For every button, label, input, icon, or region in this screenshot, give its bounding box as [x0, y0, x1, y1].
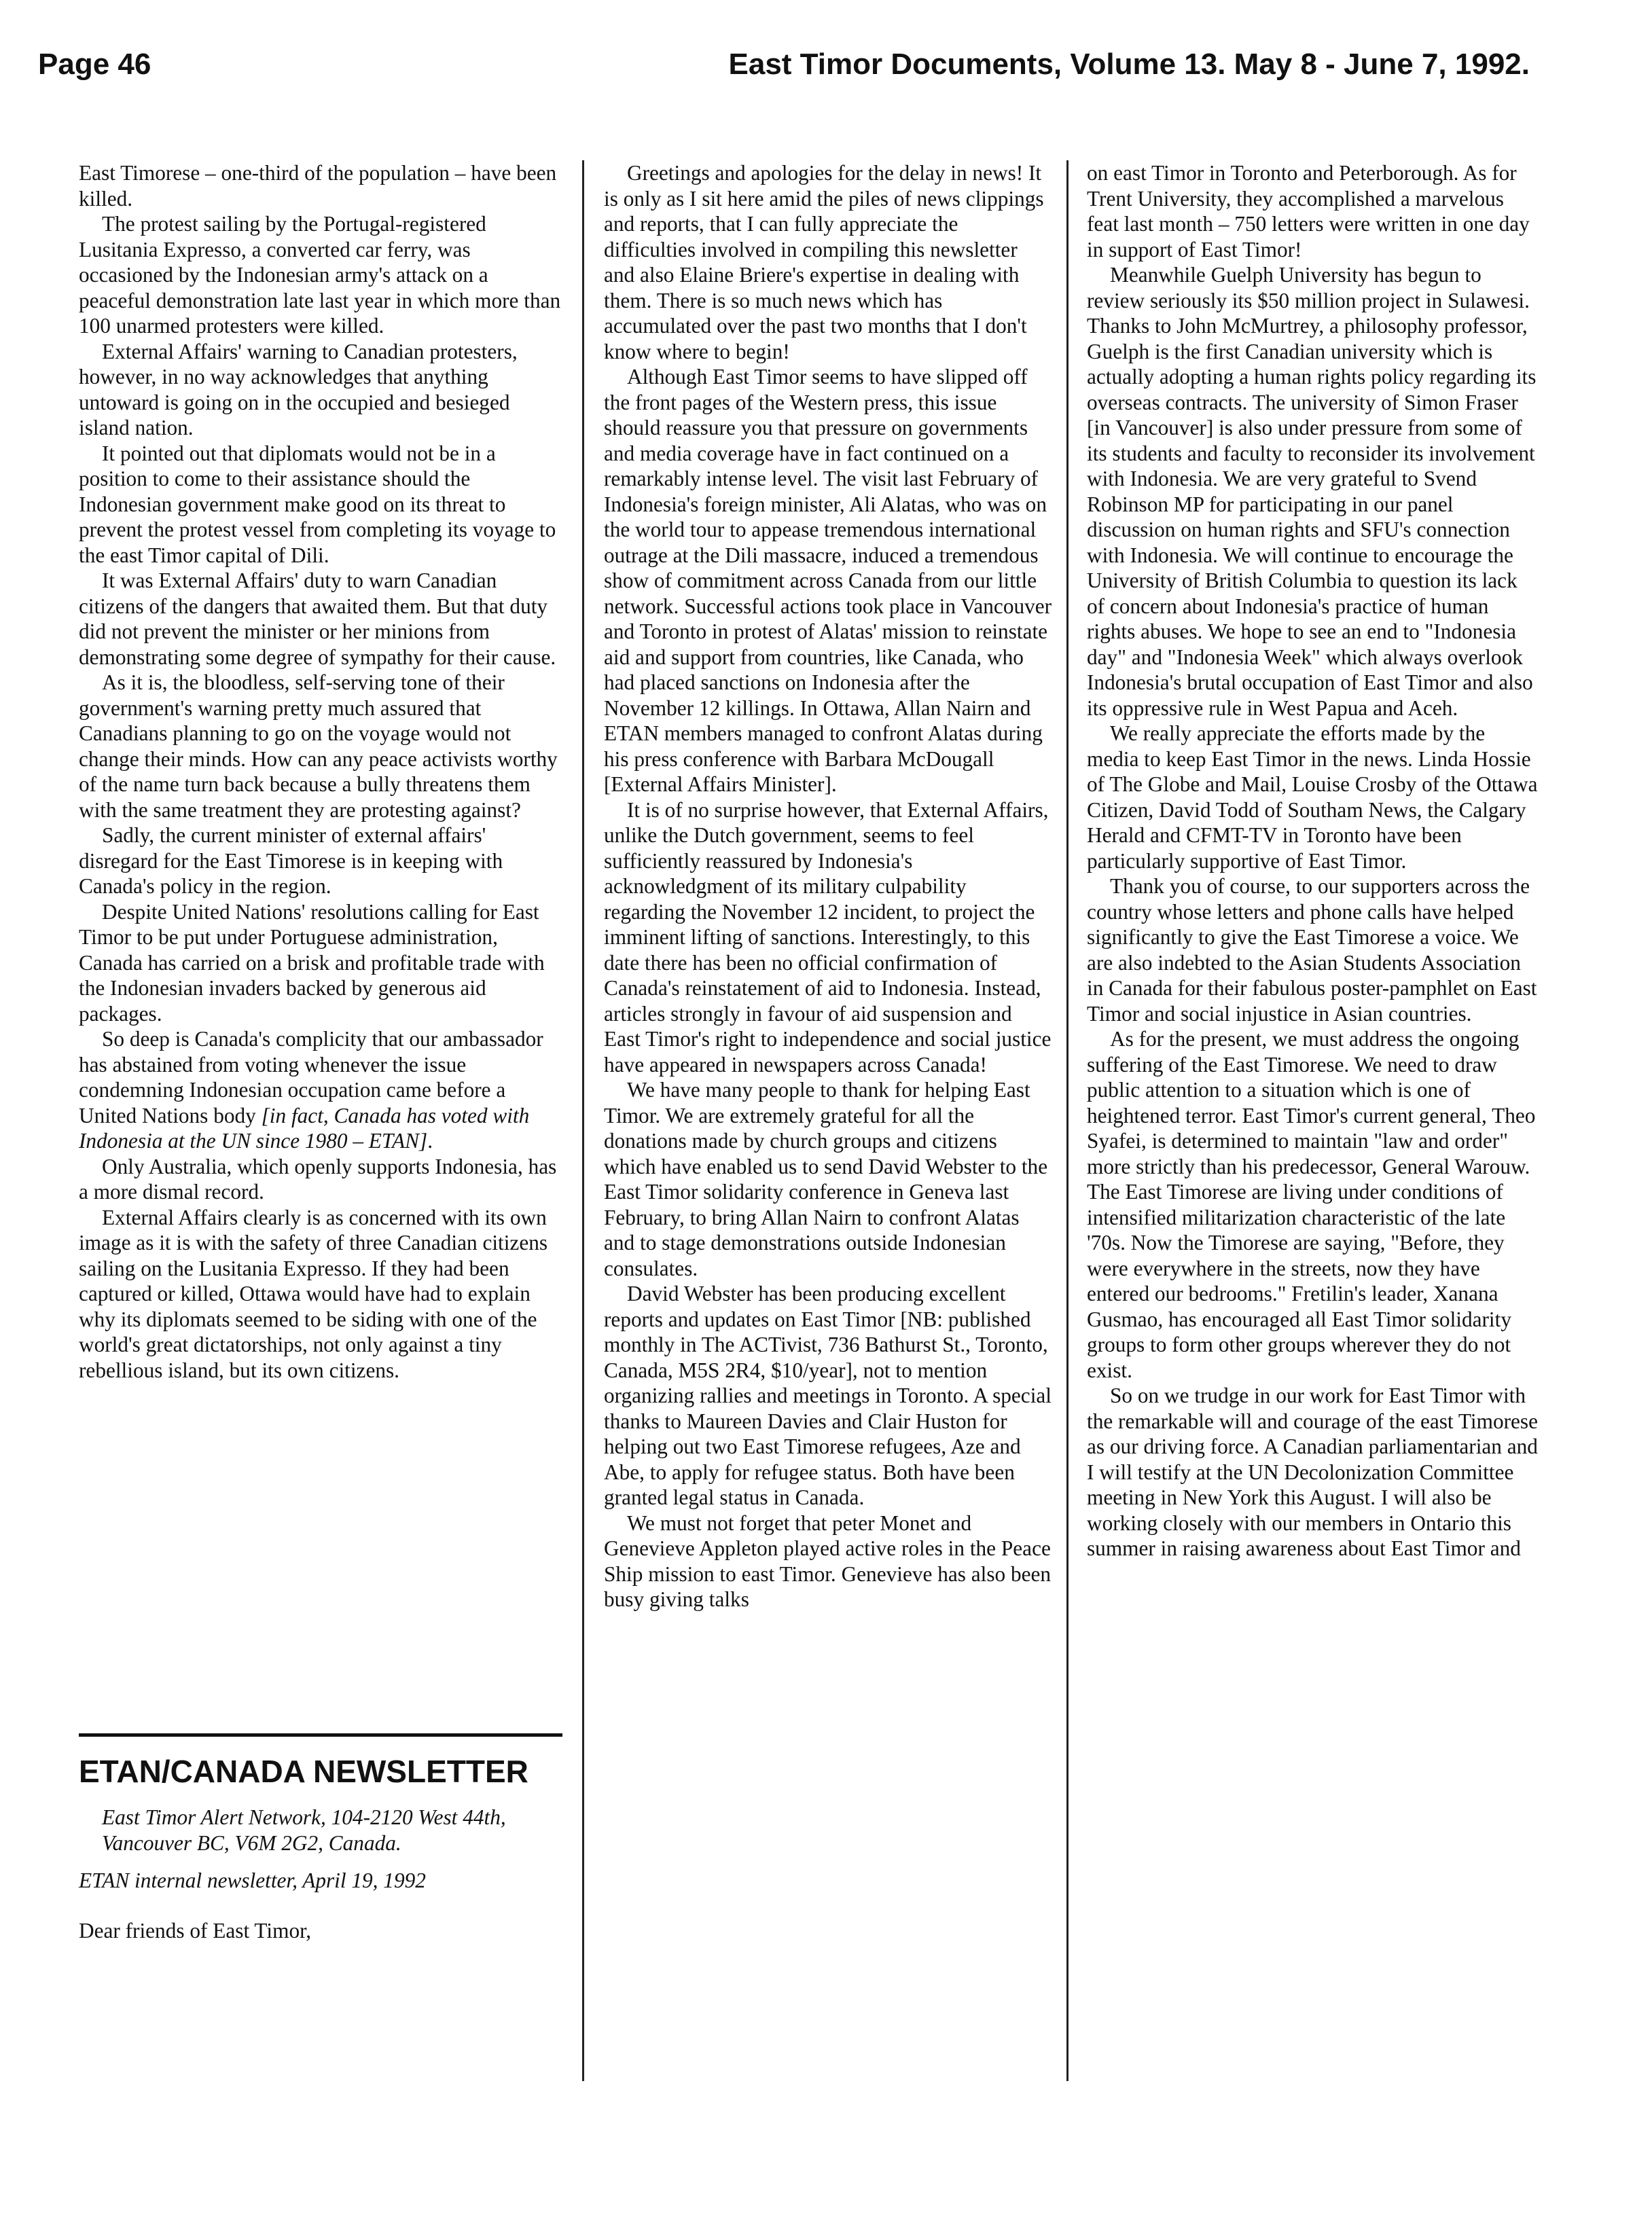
paragraph: As for the present, we must address the ongoing suffering of the East Timorese. We need to draw public attention to a situation which is one of heightened terror. East Timor's current general, Theo Syafei, is determined to maintain "law and order" more strictly than his predecessor, General Warouw. The East Timorese are living under conditions of intensified militarization characteristic of the late '70s. Now the Timorese are saying, "Before, they were everywhere in the streets, now they have entered our bedrooms." Fretilin's leader, Xanana Gusmao, has encouraged all East Timor solidarity groups to form other groups wherever they do not exist.	[1087, 1027, 1536, 1382]
article-column-2	[604, 160, 1053, 1612]
paragraph: It was External Affairs' duty to warn Canadian citizens of the dangers that awaited them. But that duty did not prevent the minister or her minions from demonstrating some degree of sympathy for their cause.	[79, 568, 556, 669]
paragraph: External Affairs' warning to Canadian protesters, however, in no way acknowledges that anything untoward is going on in the occupied and besieged island nation.	[79, 339, 518, 439]
newsletter-address: East Timor Alert Network, 104-2120 West 44th, Vancouver BC, V6M 2G2, Canada.	[102, 1805, 506, 1855]
article-column-3	[1087, 160, 1539, 1561]
page-header	[38, 48, 1530, 102]
paragraph: East Timorese – one-third of the population – have been killed.	[79, 161, 557, 211]
paragraph: David Webster has been producing excellent reports and updates on East Timor [NB: published monthly in The ACTivist, 736 Bathurst St., Toronto, Canada, M5S 2R4, $10/year], not to mention organizing rallies and meetings in Toronto. A special thanks to Maureen Davies and Clair Huston for helping out two East Timorese refugees, Aze and Abe, to apply for refugee status. Both have been granted legal status in Canada.	[604, 1282, 1052, 1509]
column-divider	[1066, 160, 1069, 2081]
newsletter-section	[79, 1733, 562, 1943]
paragraph: on east Timor in Toronto and Peterborough. As for Trent University, they accomplished a marvelous feat last month – 750 letters were written in one day in support of East Timor!	[1087, 161, 1530, 261]
paragraph: So on we trudge in our work for East Timor with the remarkable will and courage of the east Timorese as our driving force. A Canadian parliamentarian and I will testify at the UN Decolonization Committee meeting in New York this August. I will also be working closely with our members in Ontario this summer in raising awareness about East Timor and	[1087, 1384, 1538, 1560]
paragraph: We have many people to thank for helping East Timor. We are extremely grateful for all the donations made by church groups and citizens which have enabled us to send David Webster to the East Timor solidarity conference in Geneva last February, to bring Allan Nairn to confront Alatas and to stage demonstrations outside Indonesian consulates.	[604, 1078, 1048, 1280]
newsletter-date: ETAN internal newsletter, April 19, 1992	[79, 1868, 426, 1892]
paragraph: Meanwhile Guelph University has begun to review seriously its $50 million project in Sulawesi. Thanks to John McMurtrey, a philosophy professor, Guelph is the first Canadian university which is actually adopting a human rights policy regarding its overseas contracts. The university of Simon Fraser [in Vancouver] is also under pressure from some of its students and faculty to reconsider its involvement with Indonesia. We are very grateful to Svend Robinson MP for participating in our panel discussion on human rights and SFU's connection with Indonesia. We will continue to encourage the University of British Columbia to question its lack of concern about Indonesia's practice of human rights abuses. We hope to see an end to "Indonesia day" and "Indonesia Week" which always overlook Indonesia's brutal occupation of East Timor and also its oppressive rule in West Papua and Aceh.	[1087, 263, 1537, 720]
paragraph: As it is, the bloodless, self-serving tone of their government's warning pretty much assured that Canadians planning to go on the voyage would not change their minds. How can any peace activists worthy of the name turn back because a bully threatens them with the same treatment they are protesting against?	[79, 670, 558, 822]
paragraph: Despite United Nations' resolutions calling for East Timor to be put under Portuguese administration, Canada has carried on a brisk and profitable trade with the Indonesian invaders backed by generous aid packages.	[79, 899, 545, 1026]
paragraph: Sadly, the current minister of external affairs' disregard for the East Timorese is in keeping with Canada's policy in the region.	[79, 823, 503, 898]
paragraph: It is of no surprise however, that External Affairs, unlike the Dutch government, seems to feel sufficiently reassured by Indonesia's acknowledgment of its military culpability regarding the November 12 incident, to project the imminent lifting of sanctions. Interestingly, to this date there has been no official confirmation of Canada's reinstatement of aid to Indonesia. Instead, articles strongly in favour of aid suspension and East Timor's right to independence and social justice have appeared in newspapers across Canada!	[604, 797, 1052, 1077]
publication-title: East Timor Documents, Volume 13. May 8 - June 7, 1992.	[728, 48, 1530, 81]
paragraph: Only Australia, which openly supports Indonesia, has a more dismal record.	[79, 1154, 557, 1204]
paragraph: External Affairs clearly is as concerned with its own image as it is with the safety of three Canadian citizens sailing on the Lusitania Expresso. If they had been captured or killed, Ottawa would have had to explain why its diplomats seemed to be siding with one of the world's great dictatorships, not only against a tiny rebellious island, but its own citizens.	[79, 1205, 548, 1382]
page-number: Page 46	[38, 48, 151, 81]
column-divider	[582, 160, 584, 2081]
letter-salutation: Dear friends of East Timor,	[79, 1918, 312, 1943]
paragraph: We must not forget that peter Monet and Genevieve Appleton played active roles in the Peace Ship mission to east Timor. Genevieve has also been busy giving talks	[604, 1511, 1052, 1611]
section-divider	[79, 1733, 562, 1737]
paragraph: Although East Timor seems to have slipped off the front pages of the Western press, this issue should reassure you that pressure on governments and media coverage have in fact continued on a remarkably intense level. The visit last February of Indonesia's foreign minister, Ali Alatas, who was on the world tour to appease tremendous international outrage at the Dili massacre, induced a tremendous show of commitment across Canada from our little network. Successful actions took place in Vancouver and Toronto in protest of Alatas' mission to reinstate aid and support from countries, like Canada, who had placed sanctions on Indonesia after the November 12 killings. In Ottawa, Allan Nairn and ETAN members managed to confront Alatas during his press conference with Barbara McDougall [External Affairs Minister].	[604, 365, 1052, 796]
paragraph-text: So deep is Canada's complicity that our ambassador has abstained from voting whenever the issue condemning Indonesian occupation came before a United Nations body	[79, 1027, 543, 1127]
paragraph: It pointed out that diplomats would not be in a position to come to their assistance should the Indonesian government make good on its threat to prevent the protest vessel from completing its voyage to the east Timor capital of Dili.	[79, 441, 556, 567]
paragraph: We really appreciate the efforts made by the media to keep East Timor in the news. Linda Hossie of The Globe and Mail, Louise Crosby of the Ottawa Citizen, David Todd of Southam News, the Calgary Herald and CFMT-TV in Toronto have been particularly supportive of East Timor.	[1087, 721, 1538, 873]
paragraph-end: .	[427, 1129, 433, 1153]
article-column-1	[79, 160, 562, 1383]
paragraph: Thank you of course, to our supporters across the country whose letters and phone calls have helped significantly to give the East Timorese a voice. We are also indebted to the Asian Students Association in Canada for their fabulous poster-pamphlet on East Timor and social injustice in Asian countries.	[1087, 874, 1537, 1026]
paragraph: Greetings and apologies for the delay in news! It is only as I sit here amid the piles of news clippings and reports, that I can fully appreciate the difficulties involved in compiling this newsletter and also Elaine Briere's expertise in dealing with them. There is so much news which has accumulated over the past two months that I don't know where to begin!	[604, 161, 1044, 363]
paragraph: The protest sailing by the Portugal-registered Lusitania Expresso, a converted car ferry, was occasioned by the Indonesian army's attack on a peaceful demonstration late last year in which more than 100 unarmed protesters were killed.	[79, 212, 561, 338]
paragraph-complicity	[79, 1026, 562, 1154]
editor-note: [in fact, Canada has voted with Indonesia at the UN since 1980 – ETAN]	[79, 1103, 530, 1153]
newsletter-heading: ETAN/CANADA NEWSLETTER	[79, 1754, 528, 1789]
